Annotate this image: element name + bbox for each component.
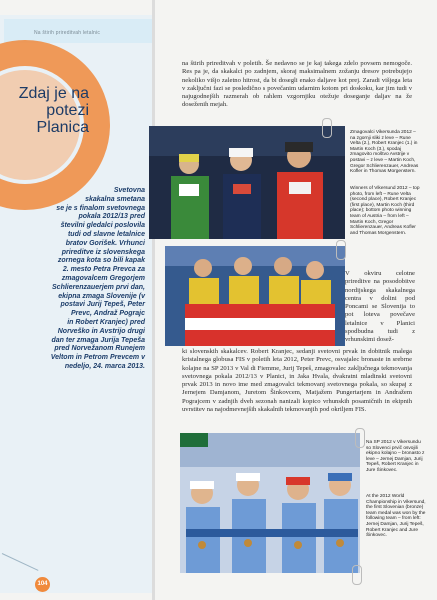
team-austria-photo-art (165, 246, 345, 346)
paperclip-icon (322, 118, 332, 138)
page-number: 104 (35, 577, 50, 592)
headline-line-1: Zdaj je na (18, 85, 89, 102)
page-edge (152, 0, 155, 600)
body-text-middle: ki slovenskih skakalcev. Robert Kranjec, sedanji svetovni prvak in dobitnik malega kristalnega globusa FIS v poletih leta 2012, Peter Prevc, osvajalec bronaste in srebrne kolajne na SP 2013 v Val di Fiemme, Jurij Tepeš, zmagovalec zaključnega tekmovanja svetovnega pokala 2012/13 v Planici, in Jaka Hvala, dvakratni mladinski svetovni prvak 2013 in novo ime med zmagovalci tekmovanj svetovnega pokala, so skupaj z Jernejem Damjanom, Juretom Šinkovcem, Matjažem Pungertarjem in Andražem Pograjcem v zadnjih dveh sezonah nanizali kopico vrhunskih posamičnih in ekipnih uvrstitev na najodmevnejših skakalnih tekmovanjih pod okriljem FIS. (182, 348, 412, 414)
body-text-top: na štirih prireditvah v poletih. Še nedavno se je kaj takega zdelo povsem nemogoče. Res pa je, da skakalci po zadnjem, skoraj maksimalnem zožanju dresov potrebujejo nekoliko višjo zaletno hitrost, da bi dosegli enako daljave kot prej. Zaradi višjega leta v zaključni fazi se posledično s povečanim udarnim kotom pri doskoku, kar jim tudi v najugodnejših razmerah ob rahlem vzgornjiku otežuje doseganje daljav na že doseženih mejah. (182, 60, 412, 109)
team-austria-photo (165, 246, 345, 346)
team-slovenia-photo-art (180, 433, 360, 573)
caption-slovene-top: Zmagovalci Vikersunda 2012 – na zgornji sliki z leve – Rune Velta (2.), Robert Kranjec (1.) in Martin Koch (3.), spodaj zmagovito moštvo Avstrije v postavi – z leve – Martin Koch, Gregor Schlierenzauer, Andreas Kofler in Thomas Morgenstern. (347, 128, 425, 177)
caption-slovene-bottom: Na SP 2012 v Vikersundu so Slovenci prvič osvojili ekipno kolajno – bronasto z leve – Jernej Damjan, Jurij Tepeš, Robert Kranjec in Jure Šinkovec. (363, 438, 429, 476)
lead-paragraph: Svetovna skakalna smetana se je s finalom svetovnega pokala 2012/13 pred številni gledalci poslovila tudi od slavne letalnice bratov Gorišek. Vrhunci prireditve iz slovenskega zornega kota so bili kapak 2. mesto Petra Prevca za zmagovalcem Gregorjem Schlierenzauerjem prvi dan, ekipna zmaga Slovenije (v postavi Jurij Tepeš, Peter Prevc, Andraž Pograjc in Robert Kranjec) pred Norveško in Avstrijo drugi dan ter zmaga Jurija Tepeša pred Norvežanom Runejem Veltom in Petrom Prevcem v nedeljo, 24. marca 2013. (50, 187, 145, 370)
team-slovenia-photo (180, 433, 360, 573)
headline-line-3: Planica (36, 119, 89, 136)
caption-english-bottom: At the 2012 World Championship in Vikersund, the first Slovenian (bronze) team medal was won by the following team – from left: Jernej Damjan, Jurij Tepeš, Robert Kranjec and Jure Šinkovec. (363, 492, 429, 541)
headline-line-2: potezi (46, 102, 89, 119)
paperclip-icon (355, 428, 365, 448)
podium-photo (149, 126, 345, 239)
paperclip-icon (336, 240, 346, 260)
caption-english-top: Winners of Vikersund 2012 – top photo, from left – Rune Velta (second place), Robert Kranjec (first place), Martin Koch (third place); bottom photo winning team of Austria – from left – Martin Koch, Gregor Schlierenzauer, Andreas Kofler and Thomas Morgenstern. (347, 184, 425, 238)
section-label: Na štirih prireditvah letalnic (34, 30, 101, 36)
body-text-right: V okviru celotne prireditve na posodobitve nordijskega skakalnega centra v dolini pod Poncami se Slovenija to pot loteva povečave letalnice v Planici spodbudna tudi z vrhunskimi dosež- (345, 270, 415, 344)
podium-photo-art (149, 126, 345, 239)
paperclip-icon (352, 565, 362, 585)
article-headline (5, 85, 89, 136)
